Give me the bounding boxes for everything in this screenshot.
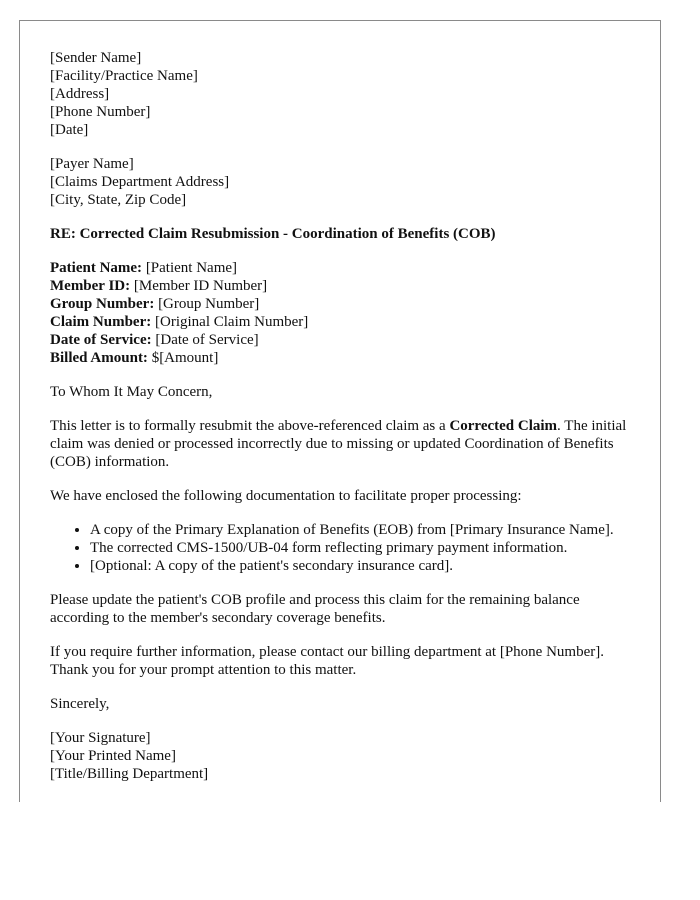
patient-info-row xyxy=(50,259,640,277)
paragraph-text: . The initial claim was denied or processed incorrectly due to missing or updated Coordination of Benefits (COB) information. xyxy=(50,418,627,470)
letter-body xyxy=(50,49,640,799)
patient-info-label: Claim Number: xyxy=(50,314,152,330)
signer-title: [Title/Billing Department] xyxy=(50,766,209,782)
paragraph-text: This letter is to formally resubmit the above-referenced claim as a xyxy=(50,418,450,434)
sender-facility: [Facility/Practice Name] xyxy=(50,68,198,84)
closing: Sincerely, xyxy=(50,696,110,712)
patient-info-row xyxy=(50,295,640,313)
letter-page xyxy=(19,20,661,802)
patient-info-value: [Date of Service] xyxy=(151,332,259,348)
recipient-block xyxy=(50,155,640,209)
paragraph-contact: If you require further information, please contact our billing department at [Phone Number]. Thank you for your prompt attention to this matter. xyxy=(50,644,604,678)
salutation: To Whom It May Concern, xyxy=(50,384,213,400)
patient-info-label: Billed Amount: xyxy=(50,350,148,366)
list-item: • A copy of the Primary Explanation of Benefits (EOB) from [Primary Insurance Name]. xyxy=(90,521,640,539)
patient-info-value: [Group Number] xyxy=(154,296,260,312)
printed-name: [Your Printed Name] xyxy=(50,748,176,764)
list-item: • [Optional: A copy of the patient's secondary insurance card]. xyxy=(90,557,640,575)
patient-info-label: Member ID: xyxy=(50,278,131,294)
patient-info-value: [Member ID Number] xyxy=(130,278,268,294)
paragraph-enclosures-intro: We have enclosed the following documentation to facilitate proper processing: xyxy=(50,488,522,504)
claims-dept-address: [Claims Department Address] xyxy=(50,174,230,190)
sender-phone: [Phone Number] xyxy=(50,104,151,120)
patient-info-row xyxy=(50,277,640,295)
patient-info-value: [Original Claim Number] xyxy=(151,314,309,330)
patient-info-block xyxy=(50,259,640,367)
signature-block xyxy=(50,729,640,783)
patient-info-row xyxy=(50,313,640,331)
sender-block xyxy=(50,49,640,139)
paragraph-corrected-claim xyxy=(50,417,640,471)
subject-line: RE: Corrected Claim Resubmission - Coordination of Benefits (COB) xyxy=(50,226,496,242)
signature-line: [Your Signature] xyxy=(50,730,151,746)
sender-name: [Sender Name] xyxy=(50,50,142,66)
enclosure-list xyxy=(50,521,640,575)
patient-info-row xyxy=(50,349,640,367)
paragraph-update-cob: Please update the patient's COB profile and process this claim for the remaining balance according to the member's secondary coverage benefits. xyxy=(50,592,580,626)
patient-info-row xyxy=(50,331,640,349)
list-item: • The corrected CMS-1500/UB-04 form reflecting primary payment information. xyxy=(90,539,640,557)
sender-address: [Address] xyxy=(50,86,110,102)
corrected-claim-emphasis: Corrected Claim xyxy=(449,418,558,434)
patient-info-value: $[Amount] xyxy=(147,350,219,366)
sender-date: [Date] xyxy=(50,122,89,138)
patient-info-label: Date of Service: xyxy=(50,332,152,348)
city-state-zip: [City, State, Zip Code] xyxy=(50,192,187,208)
patient-info-value: [Patient Name] xyxy=(142,260,238,276)
patient-info-label: Patient Name: xyxy=(50,260,143,276)
payer-name: [Payer Name] xyxy=(50,156,134,172)
patient-info-label: Group Number: xyxy=(50,296,155,312)
